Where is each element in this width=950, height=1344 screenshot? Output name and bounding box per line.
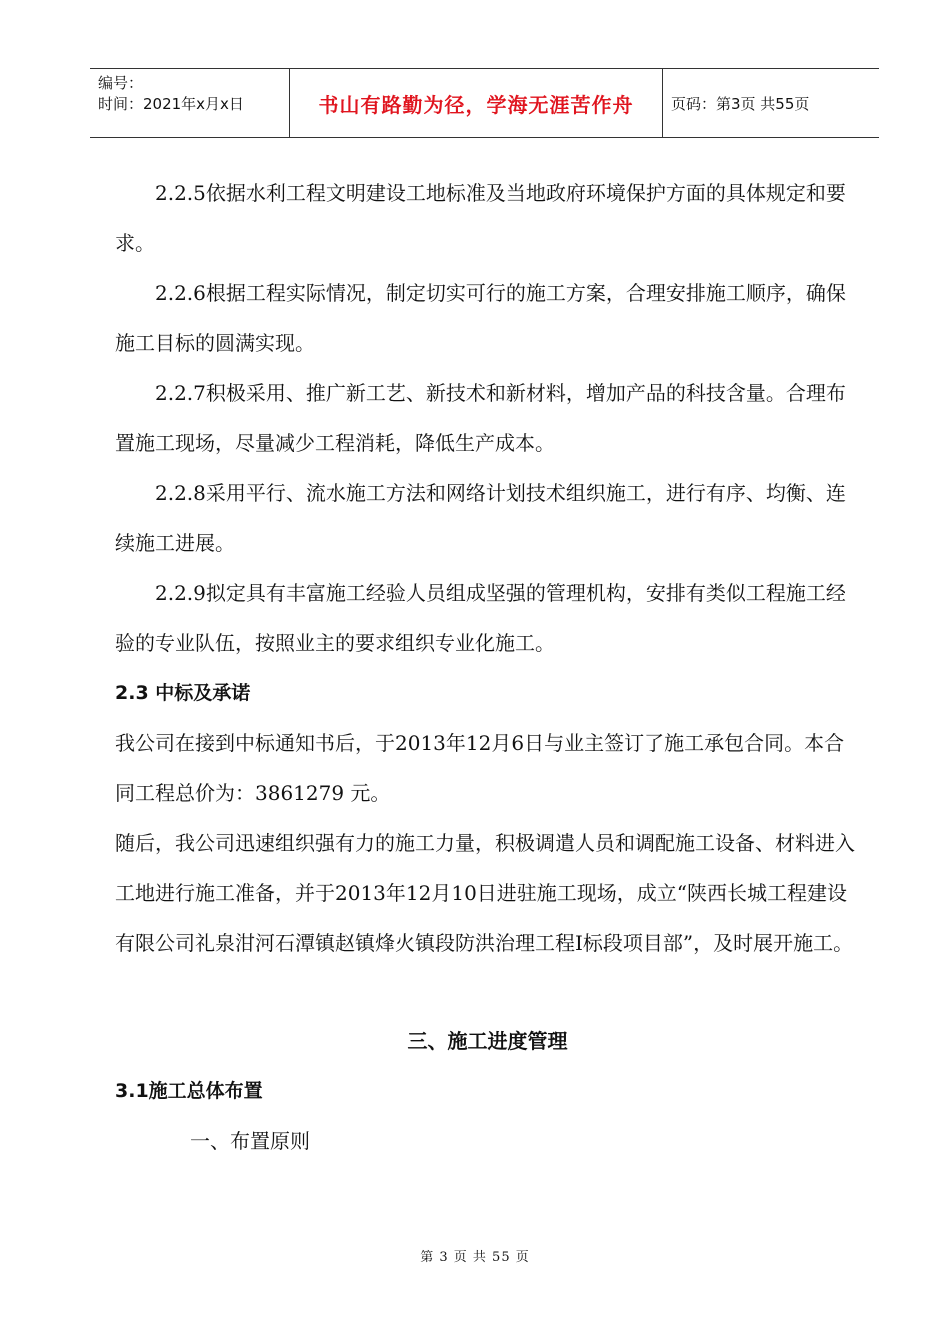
paragraph-2-2-9: 2.2.9拟定具有丰富施工经验人员组成坚强的管理机构，安排有类似工程施工经验的专业队伍，按照业主的要求组织专业化施工。 bbox=[115, 581, 846, 655]
paragraph-mobilization: 随后，我公司迅速组织强有力的施工力量，积极调遣人员和调配施工设备、材料进入工地进行施工准备，并于2013年12月10日进驻施工现场，成立“陕西长城工程建设有限公司礼泉泔河石潭镇赵镇烽火镇段防洪治理工程Ⅰ标段项目部”，及时展开施工。 bbox=[115, 831, 855, 955]
document-body bbox=[115, 168, 860, 1166]
header-page-label: 页码：第3页 共55页 bbox=[671, 94, 810, 113]
section-heading-3-1: 3.1施工总体布置 bbox=[115, 1080, 263, 1102]
page-footer bbox=[0, 1246, 950, 1265]
paragraph-2-2-5: 2.2.5依据水利工程文明建设工地标准及当地政府环境保护方面的具体规定和要求。 bbox=[115, 181, 846, 255]
doc-number-label: 编号： bbox=[98, 74, 144, 92]
header-meta bbox=[90, 69, 290, 137]
doc-date-label: 时间：2021年x月x日 bbox=[98, 95, 244, 113]
header-page-cell bbox=[663, 69, 879, 137]
chapter-heading-3: 三、施工进度管理 bbox=[407, 1029, 568, 1053]
paragraph-2-2-6: 2.2.6根据工程实际情况，制定切实可行的施工方案，合理安排施工顺序，确保施工目标的圆满实现。 bbox=[115, 281, 846, 355]
paragraph-bid-award: 我公司在接到中标通知书后，于2013年12月6日与业主签订了施工承包合同。本合同工程总价为：3861279 元。 bbox=[115, 731, 845, 805]
page-header bbox=[90, 68, 879, 138]
footer-page-number: 第 3 页 共 55 页 bbox=[420, 1250, 530, 1265]
item-layout-principles: 一、布置原则 bbox=[190, 1129, 310, 1153]
header-motto-cell bbox=[290, 69, 663, 137]
paragraph-2-2-7: 2.2.7积极采用、推广新工艺、新技术和新材料，增加产品的科技含量。合理布置施工现场，尽量减少工程消耗，降低生产成本。 bbox=[115, 381, 846, 455]
paragraph-2-2-8: 2.2.8采用平行、流水施工方法和网络计划技术组织施工，进行有序、均衡、连续施工进展。 bbox=[115, 481, 846, 555]
header-motto: 书山有路勤为径，学海无涯苦作舟 bbox=[318, 92, 634, 117]
section-heading-2-3: 2.3 中标及承诺 bbox=[115, 682, 251, 704]
